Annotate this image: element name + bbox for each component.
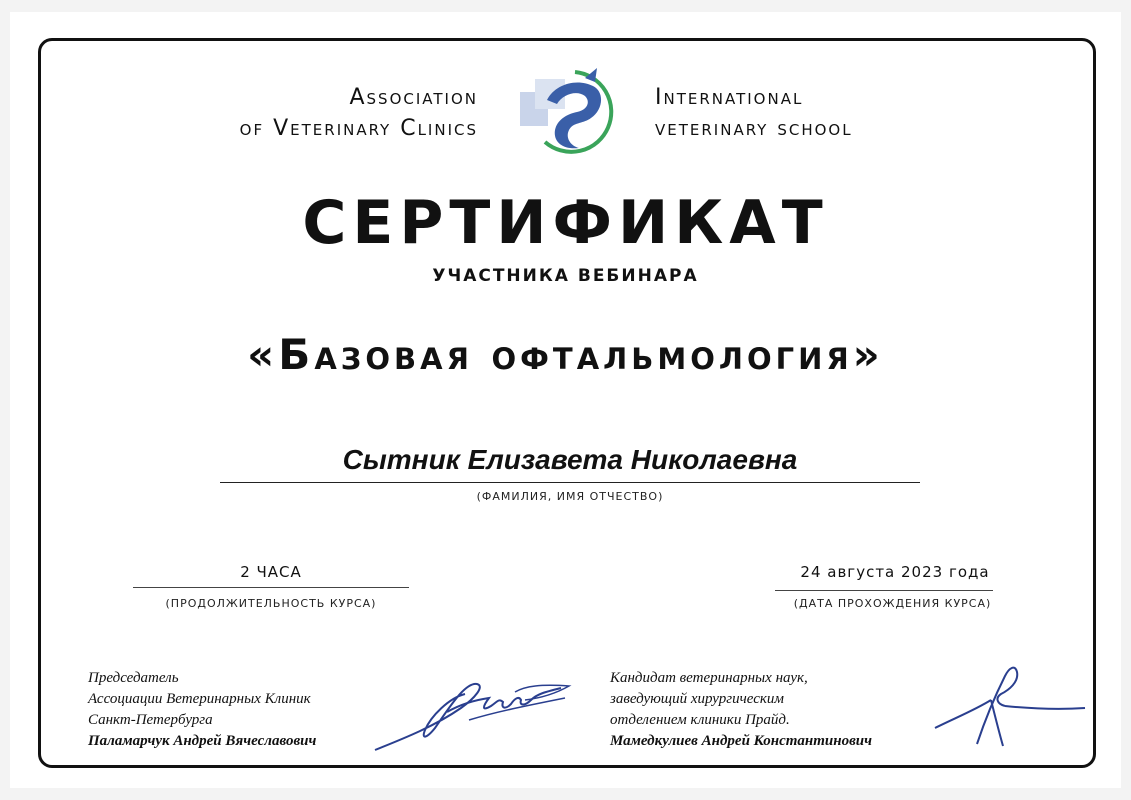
veterinary-logo-icon (515, 64, 625, 154)
certificate-subtitle: УЧАСТНИКА ВЕБИНАРА (432, 266, 699, 286)
left-signatory-title-3: Санкт-Петербурга (88, 712, 213, 728)
school-name-line-1: International (655, 85, 804, 110)
date-underline (775, 590, 993, 591)
duration-underline (133, 587, 409, 588)
left-signatory-title-1: Председатель (88, 670, 179, 686)
participant-name: Сытник Елизавета Николаевна (342, 444, 798, 475)
course-name: «Базовая офтальмология» (247, 330, 884, 379)
date-value: 24 августа 2023 года (800, 563, 990, 581)
left-signature (365, 668, 575, 760)
right-signatory-name: Мамедкулиев Андрей Константинович (610, 733, 872, 749)
name-underline (220, 482, 920, 483)
association-name-line-1: Association (349, 85, 478, 110)
association-name (240, 82, 478, 144)
left-signatory-name: Паламарчук Андрей Вячеславович (88, 733, 317, 749)
duration-value: 2 ЧАСА (240, 563, 302, 581)
certificate-title: СЕРТИФИКАТ (302, 188, 829, 258)
duration-caption: (ПРОДОЛЖИТЕЛЬНОСТЬ КУРСА) (165, 597, 377, 610)
school-name (655, 82, 853, 144)
right-signatory (610, 668, 872, 752)
association-name-line-2: of Veterinary Clinics (239, 116, 478, 141)
right-signatory-title-1: Кандидат ветеринарных наук, (610, 670, 808, 686)
date-caption: (ДАТА ПРОХОЖДЕНИЯ КУРСА) (793, 597, 992, 610)
right-signature (925, 656, 1095, 751)
name-caption: (ФАМИЛИЯ, ИМЯ ОТЧЕСТВО) (476, 490, 664, 503)
right-signatory-title-3: отделением клиники Прайд. (610, 712, 790, 728)
left-signatory (88, 668, 316, 752)
left-signatory-title-2: Ассоциации Ветеринарных Клиник (88, 691, 311, 707)
school-name-line-2: veterinary school (655, 116, 853, 141)
right-signatory-title-2: заведующий хирургическим (610, 691, 784, 707)
